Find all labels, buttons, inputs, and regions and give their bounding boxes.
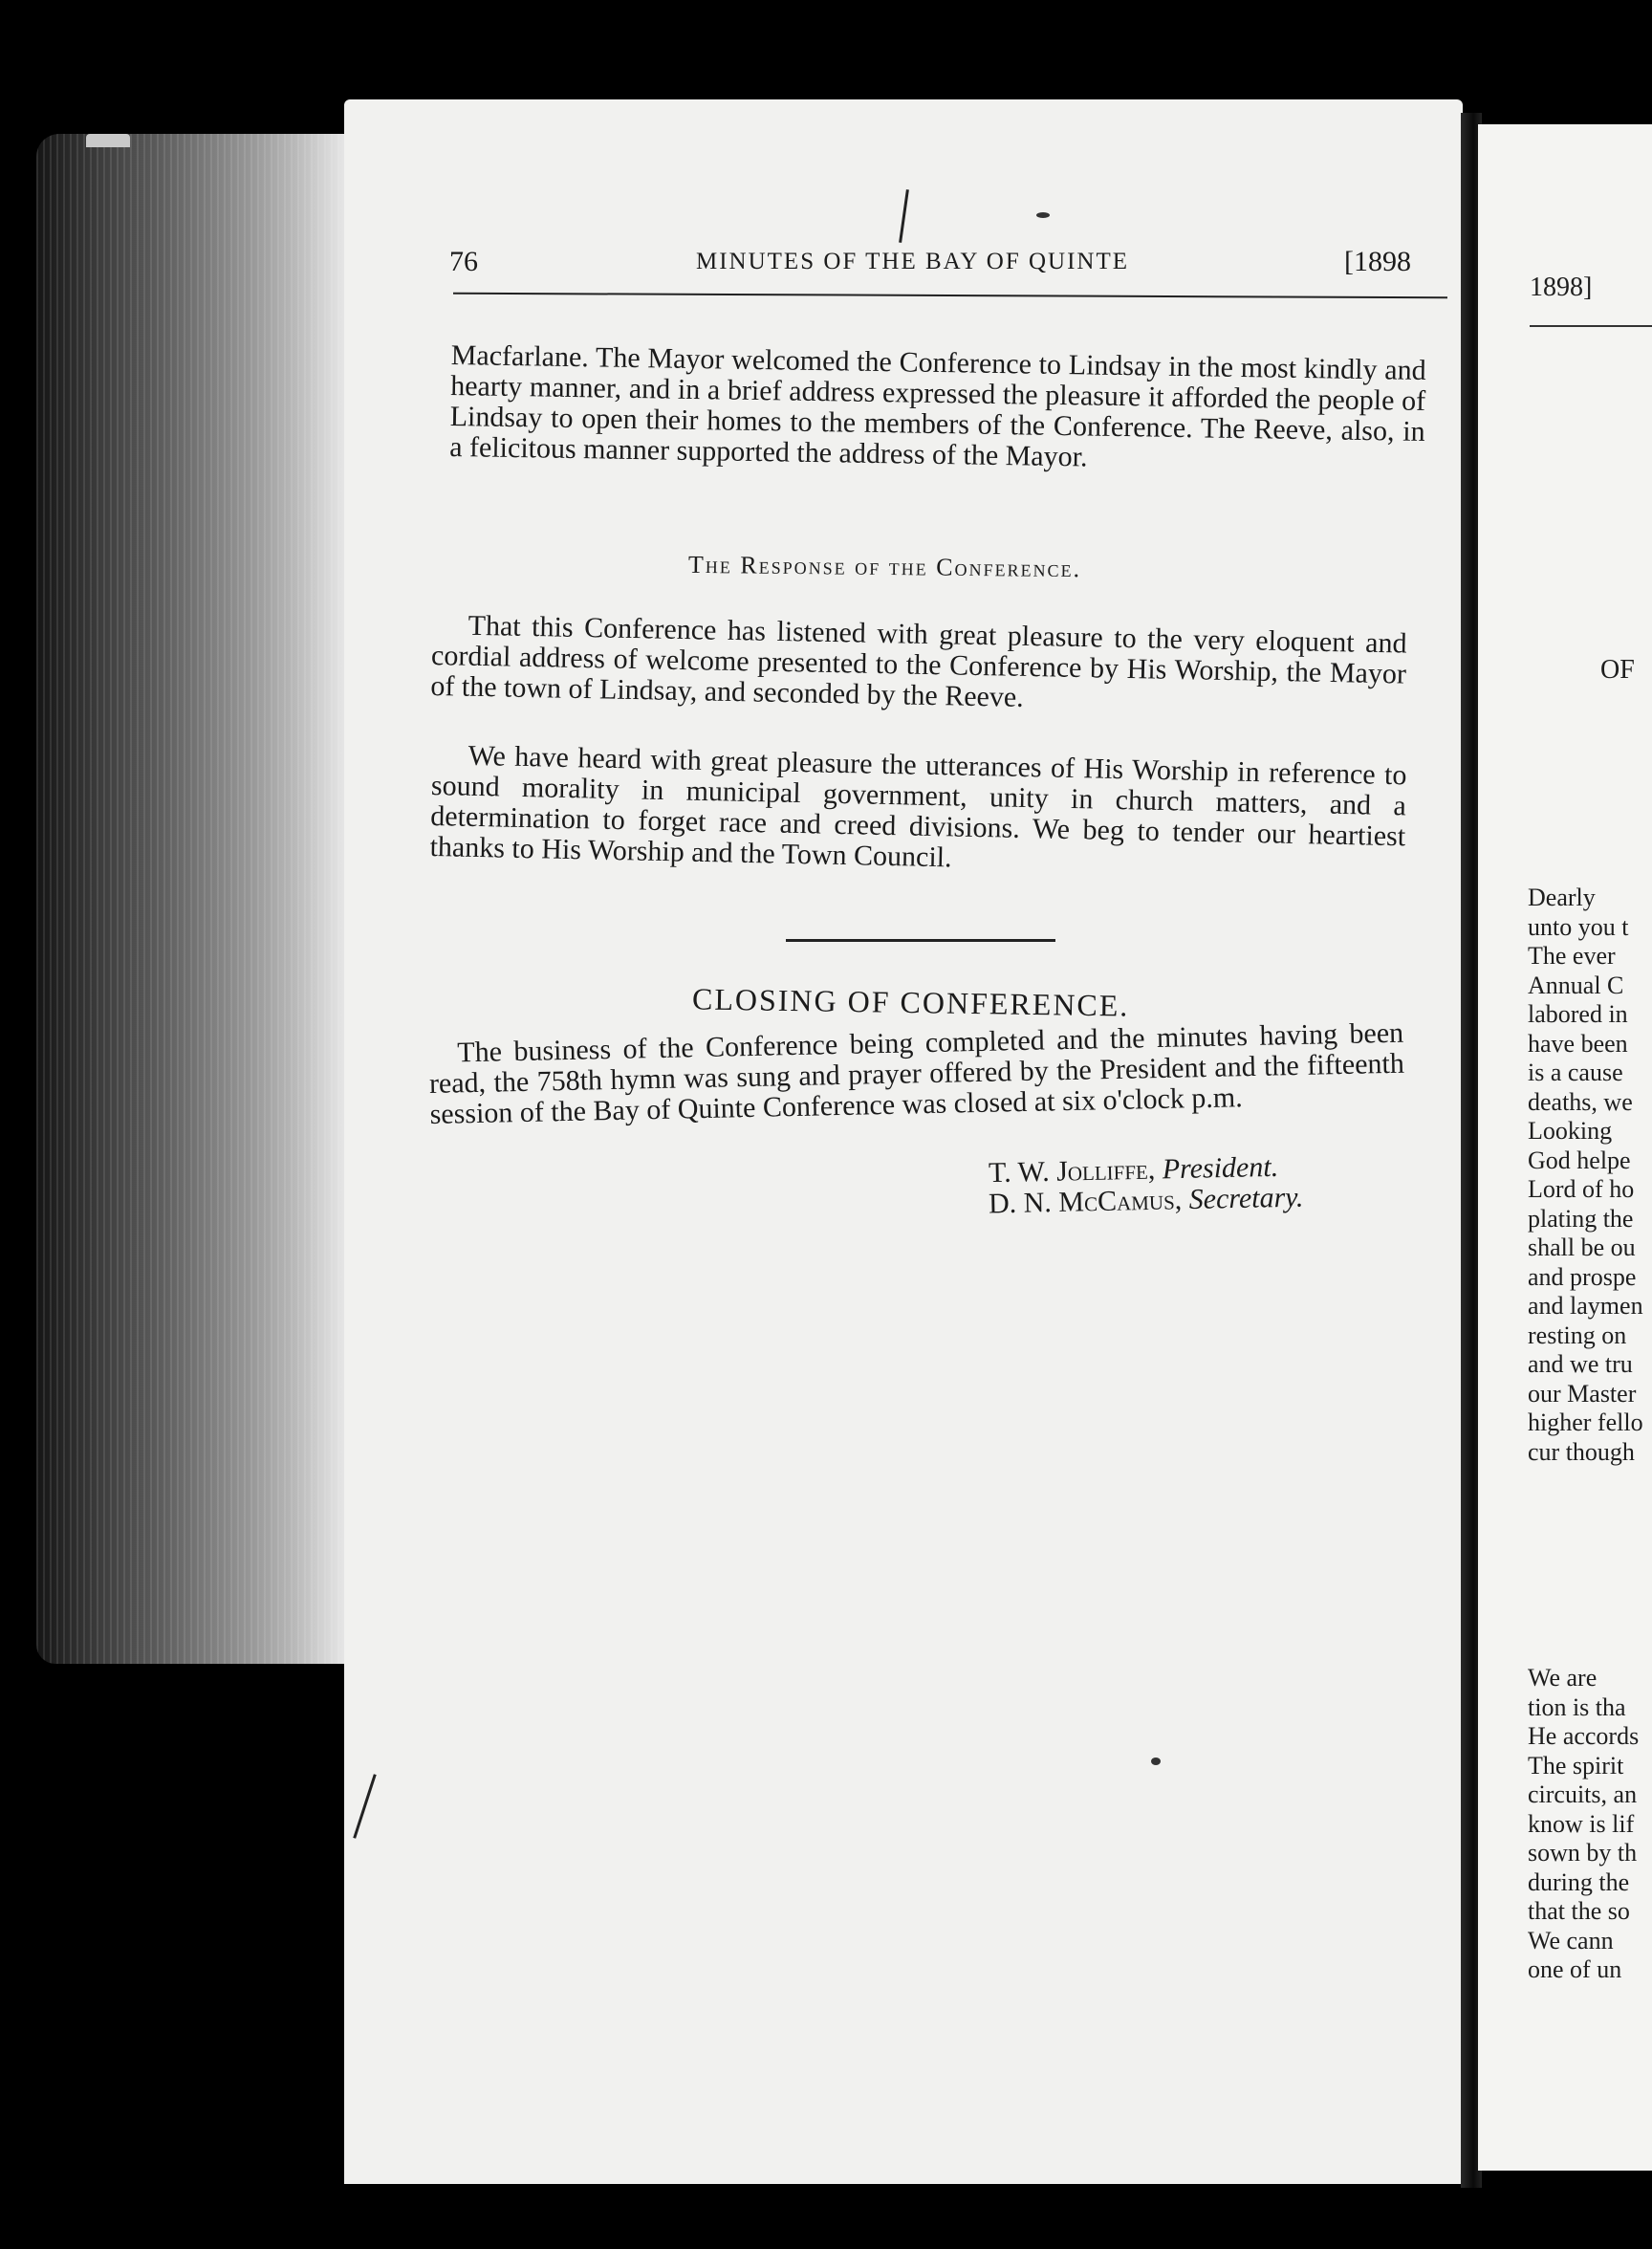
text-line: The ever (1528, 942, 1616, 970)
text-line: during the (1528, 1867, 1630, 1896)
signature-role: Secretary. (1188, 1181, 1304, 1216)
text-line: one of un (1528, 1955, 1622, 1983)
running-title: MINUTES OF THE BAY OF QUINTE (696, 249, 1130, 274)
response-heading: The Response of the Conference. (687, 550, 1082, 583)
text-line: Dearly (1528, 884, 1596, 911)
text-line: God helpe (1528, 1146, 1631, 1174)
ink-speck (1151, 1758, 1161, 1765)
paragraph-response-2: We have heard with great pleasure the utterances of His Worship in reference to sound morality in municipal government, unity in church matters, and a determination to forget race and creed divisions. We beg to tender our heartiest thanks to His Worship and the Town Council. (429, 739, 1407, 874)
text-line: Looking (1528, 1117, 1613, 1145)
text-line: The spirit (1528, 1751, 1624, 1780)
right-page-text-bottom (1528, 1664, 1639, 1985)
text-line: tion is tha (1528, 1692, 1626, 1721)
text-line: We cann (1528, 1926, 1614, 1954)
text-line: We are (1528, 1664, 1598, 1692)
right-page-text-top (1528, 884, 1643, 1467)
text-line: labored in (1528, 1000, 1628, 1028)
paragraph-mayor-welcome: Macfarlane. The Mayor welcomed the Conference to Lindsay in the most kindly and hearty manner, and in a brief address expressed the pleasure it afforded the people of Lindsay to open their homes to the members of the Conference. The Reeve, also, in a felicitous manner supported the address of the Mayor. (448, 339, 1426, 473)
text-line: unto you t (1528, 912, 1629, 941)
text-line: know is lif (1528, 1809, 1635, 1838)
closing-heading: CLOSING OF CONFERENCE. (691, 981, 1130, 1023)
right-page-heading-fragment: OF (1600, 655, 1635, 685)
text-line: cur though (1528, 1437, 1635, 1466)
text-line: resting on (1528, 1321, 1627, 1349)
right-page-year: 1898] (1530, 273, 1593, 302)
signature-role: President. (1162, 1150, 1279, 1186)
text-line: higher fello (1528, 1408, 1643, 1436)
text-line: plating the (1528, 1204, 1634, 1233)
text-line: that the so (1528, 1897, 1630, 1925)
paragraph-response-1: That this Conference has listened with great pleasure to the very eloquent and cordial address of welcome presented to the Conference by His Worship, the Mayor of the town of Lindsay, and seconded by the Reeve. (430, 609, 1407, 713)
text-line: and laymen (1528, 1292, 1643, 1320)
text-line: our Master (1528, 1379, 1637, 1408)
text-line: Lord of ho (1528, 1175, 1635, 1203)
text-line: and we tru (1528, 1350, 1633, 1378)
book-page-edges (36, 134, 352, 1664)
text-line: and prospe (1528, 1262, 1637, 1291)
text-line: He accords (1528, 1722, 1640, 1750)
page-number: 76 (449, 246, 478, 277)
ink-speck (1036, 212, 1050, 218)
text-line: circuits, an (1528, 1780, 1638, 1808)
page-tab (86, 134, 130, 147)
signature-name: T. W. Jolliffe, (988, 1153, 1156, 1190)
signature-name: D. N. McCamus, (988, 1184, 1183, 1220)
text-line: deaths, we (1528, 1087, 1633, 1116)
paragraph-closing: The business of the Conference being completed and the minutes having been read, the 758th hymn was sung and prayer offered by the President and the fifteenth session of the Bay of Quinte Conference was closed at six o'clock p.m. (428, 1016, 1405, 1130)
text-line: is a cause (1528, 1059, 1623, 1086)
text-line: Annual C (1528, 971, 1624, 999)
header-year: [1898 (1344, 246, 1411, 277)
text-line: have been (1528, 1029, 1628, 1058)
right-page-rule (1530, 325, 1652, 327)
section-divider (786, 939, 1055, 942)
text-line: sown by th (1528, 1839, 1638, 1867)
text-line: shall be ou (1528, 1234, 1636, 1261)
